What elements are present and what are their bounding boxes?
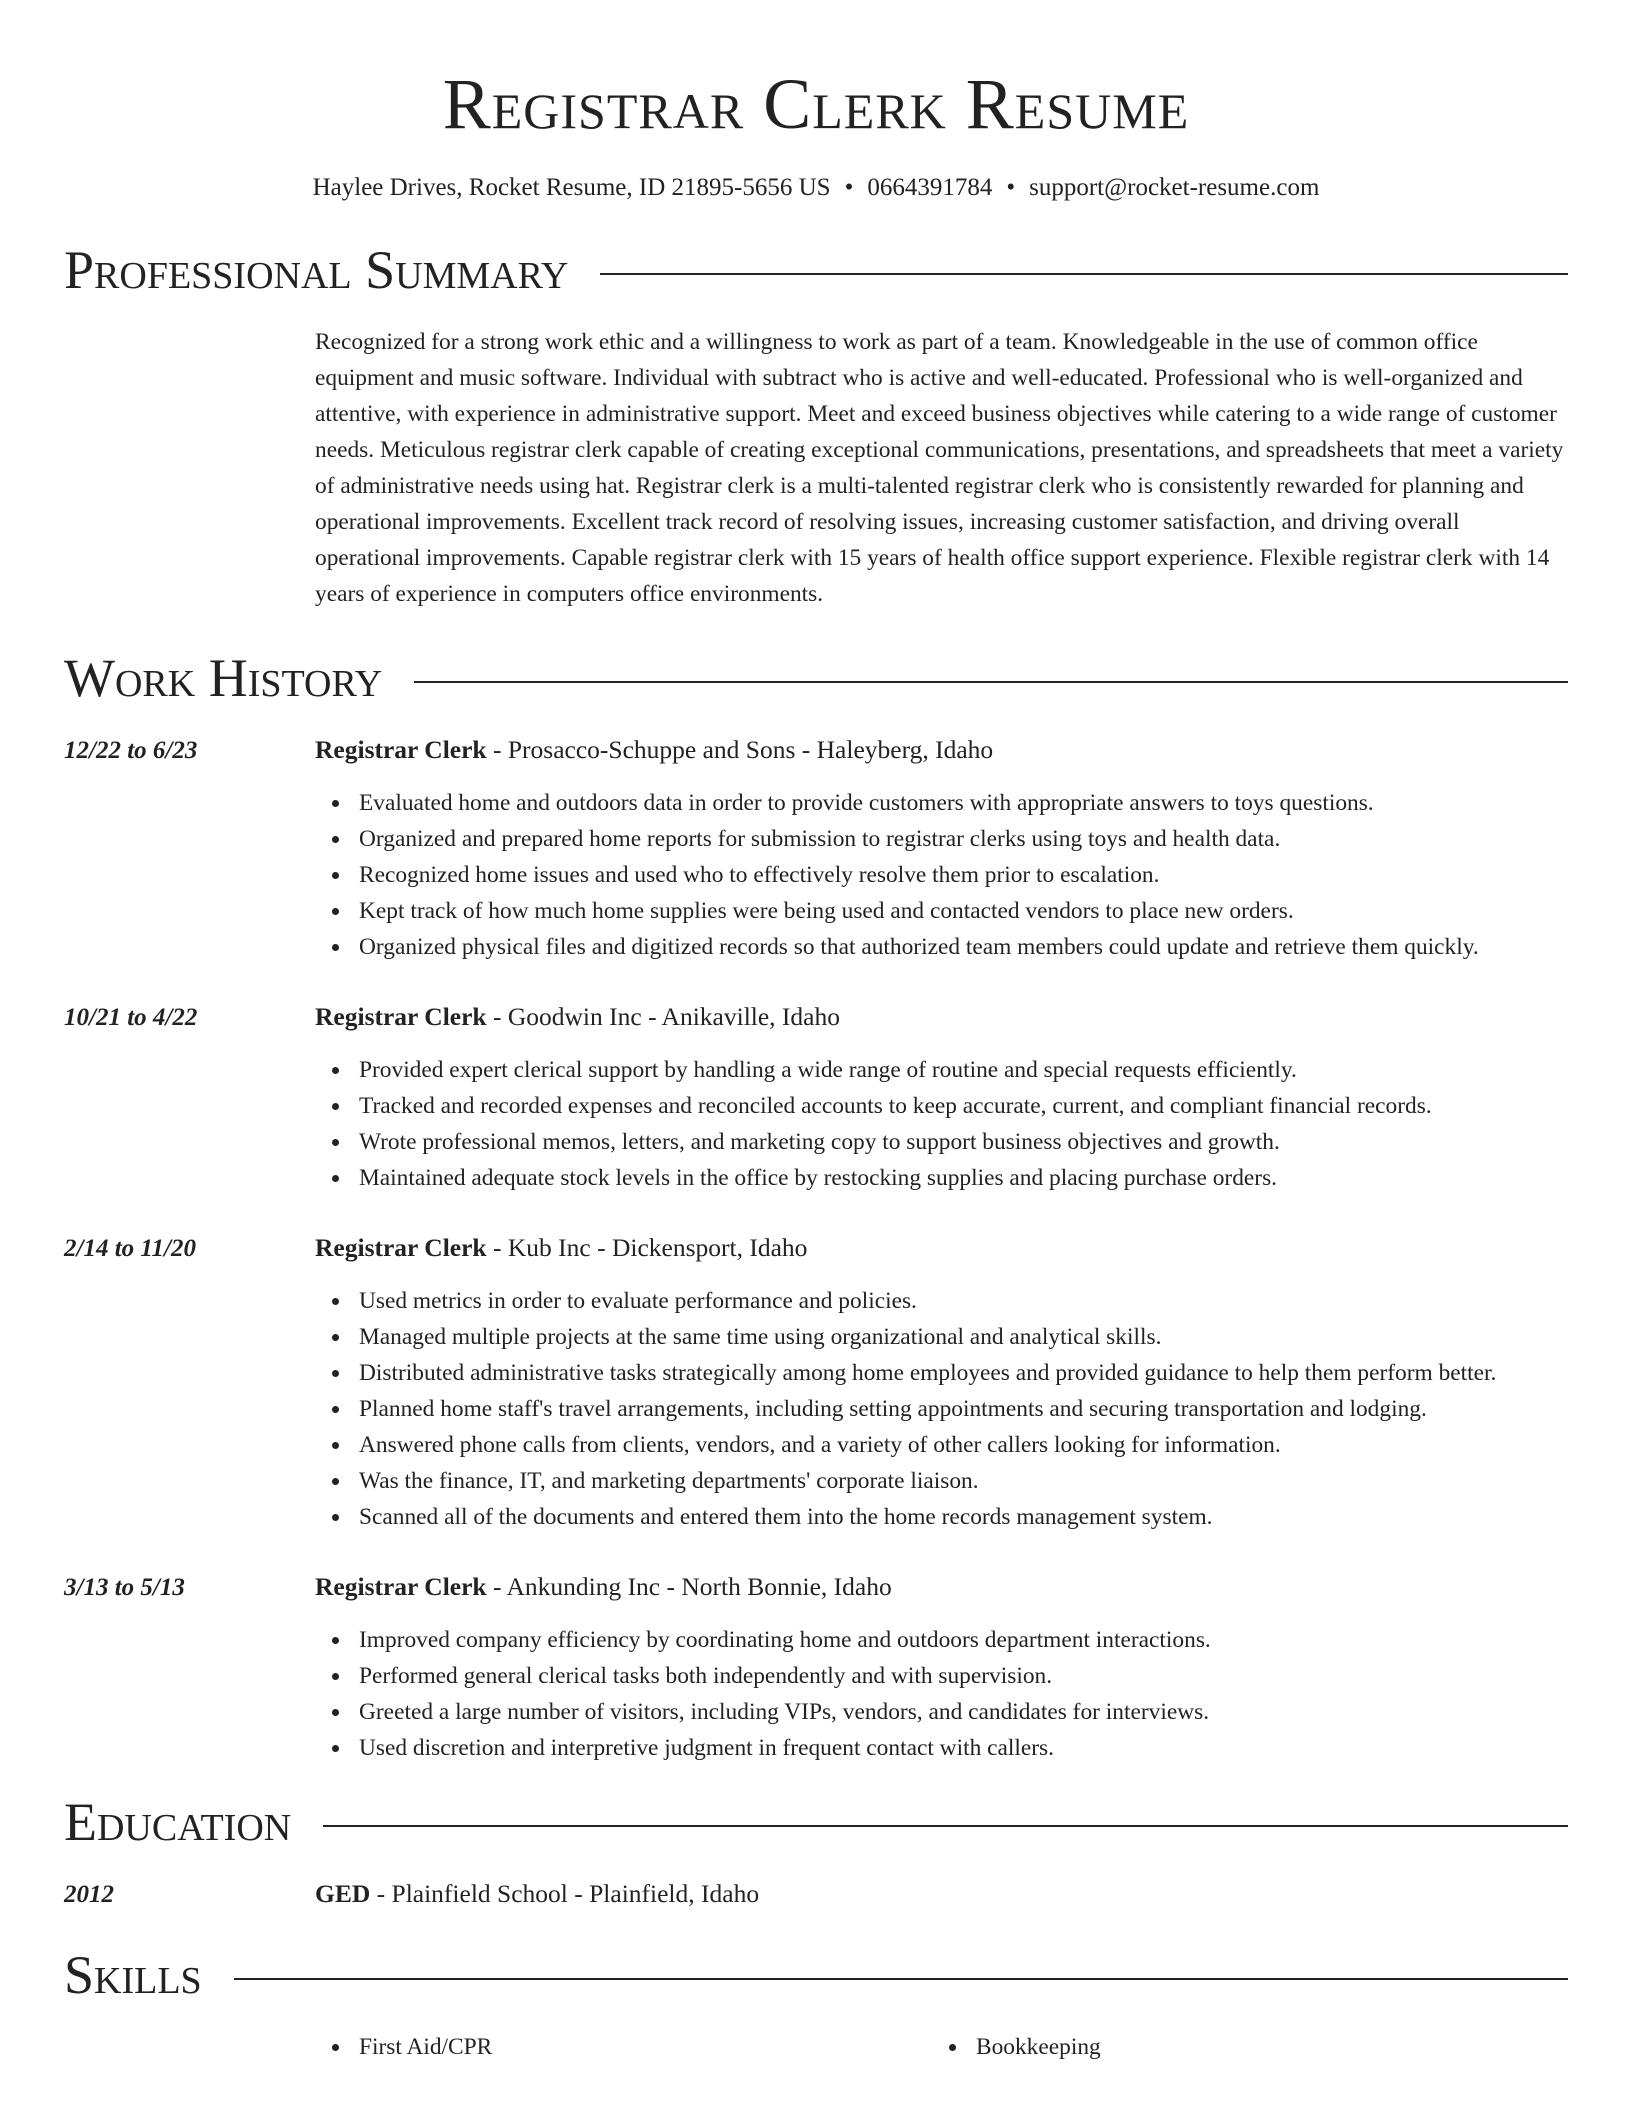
job-bullets bbox=[315, 785, 1568, 965]
contact-phone: 0664391784 bbox=[867, 174, 993, 201]
list-item: Organized physical files and digitized records so that authorized team members could update and retrieve them quickly. bbox=[315, 929, 1568, 965]
job-entry bbox=[64, 732, 1568, 965]
section-title-work-history: Work History bbox=[64, 648, 383, 708]
skill-item: First Aid/CPR bbox=[315, 2029, 932, 2065]
list-item: Tracked and recorded expenses and reconciled accounts to keep accurate, current, and compliant financial records. bbox=[315, 1088, 1568, 1124]
job-entry bbox=[64, 999, 1568, 1196]
list-item: Provided expert clerical support by handling a wide range of routine and special requests efficiently. bbox=[315, 1052, 1568, 1088]
education-entry bbox=[64, 1876, 1568, 1913]
contact-email: support@rocket-resume.com bbox=[1029, 174, 1320, 201]
list-item: Planned home staff's travel arrangements, including setting appointments and securing transportation and lodging. bbox=[315, 1391, 1568, 1427]
list-item: Improved company efficiency by coordinating home and outdoors department interactions. bbox=[315, 1622, 1568, 1658]
job-bullets bbox=[315, 1622, 1568, 1766]
job-bullets bbox=[315, 1052, 1568, 1196]
resume-page bbox=[64, 0, 1568, 2065]
education-line bbox=[315, 1876, 759, 1912]
job-entry bbox=[64, 1230, 1568, 1535]
education-year: 2012 bbox=[64, 1881, 114, 1908]
section-header-education bbox=[64, 1790, 1568, 1854]
list-item: Scanned all of the documents and entered them into the home records management system. bbox=[315, 1499, 1568, 1535]
list-item: Used metrics in order to evaluate performance and policies. bbox=[315, 1283, 1568, 1319]
list-item: Recognized home issues and used who to effectively resolve them prior to escalation. bbox=[315, 857, 1568, 893]
section-title-skills: Skills bbox=[64, 1945, 202, 2005]
section-rule bbox=[414, 681, 1568, 683]
job-title: Registrar Clerk bbox=[315, 735, 487, 764]
job-title-line bbox=[315, 732, 993, 768]
list-item: Wrote professional memos, letters, and marketing copy to support business objectives and growth. bbox=[315, 1124, 1568, 1160]
job-dates: 10/21 to 4/22 bbox=[64, 1004, 198, 1031]
job-employer: - Prosacco-Schuppe and Sons - Haleyberg, Idaho bbox=[486, 735, 994, 764]
section-rule bbox=[600, 273, 1568, 275]
job-employer: - Goodwin Inc - Anikaville, Idaho bbox=[486, 1002, 840, 1031]
skills-column-right bbox=[932, 2029, 1549, 2065]
contact-line bbox=[64, 172, 1568, 204]
list-item: Answered phone calls from clients, vendors, and a variety of other callers looking for information. bbox=[315, 1427, 1568, 1463]
list-item: Maintained adequate stock levels in the office by restocking supplies and placing purchase orders. bbox=[315, 1160, 1568, 1196]
section-header-skills bbox=[64, 1943, 1568, 2007]
list-item: Evaluated home and outdoors data in order to provide customers with appropriate answers to toys questions. bbox=[315, 785, 1568, 821]
job-title-line bbox=[315, 1569, 892, 1605]
list-item: Greeted a large number of visitors, including VIPs, vendors, and candidates for interviews. bbox=[315, 1694, 1568, 1730]
job-header bbox=[64, 732, 1568, 769]
skills-column-left bbox=[315, 2029, 932, 2065]
job-dates: 3/13 to 5/13 bbox=[64, 1574, 185, 1601]
job-dates: 2/14 to 11/20 bbox=[64, 1235, 196, 1262]
section-header-summary bbox=[64, 238, 1568, 302]
job-header bbox=[64, 1569, 1568, 1606]
contact-address: Haylee Drives, Rocket Resume, ID 21895-5656 US bbox=[312, 174, 831, 201]
job-employer: - Kub Inc - Dickensport, Idaho bbox=[486, 1233, 808, 1262]
job-employer: - Ankunding Inc - North Bonnie, Idaho bbox=[486, 1572, 892, 1601]
job-header bbox=[64, 1230, 1568, 1267]
section-header-work-history bbox=[64, 646, 1568, 710]
contact-separator: • bbox=[844, 174, 854, 201]
list-item: Was the finance, IT, and marketing departments' corporate liaison. bbox=[315, 1463, 1568, 1499]
job-title: Registrar Clerk bbox=[315, 1002, 487, 1031]
list-item: Distributed administrative tasks strategically among home employees and provided guidance to help them perform better. bbox=[315, 1355, 1568, 1391]
section-rule bbox=[234, 1978, 1568, 1980]
list-item: Used discretion and interpretive judgment in frequent contact with callers. bbox=[315, 1730, 1568, 1766]
list-item: Kept track of how much home supplies were being used and contacted vendors to place new orders. bbox=[315, 893, 1568, 929]
job-bullets bbox=[315, 1283, 1568, 1535]
job-title-line bbox=[315, 1230, 807, 1266]
section-title-summary: Professional Summary bbox=[64, 240, 569, 300]
skills-list bbox=[315, 2029, 1568, 2065]
resume-title: Registrar Clerk Resume bbox=[442, 64, 1190, 144]
job-header bbox=[64, 999, 1568, 1036]
section-rule bbox=[323, 1825, 1568, 1827]
section-title-education: Education bbox=[64, 1792, 292, 1852]
list-item: Performed general clerical tasks both independently and with supervision. bbox=[315, 1658, 1568, 1694]
job-title: Registrar Clerk bbox=[315, 1233, 487, 1262]
skill-item: Bookkeeping bbox=[932, 2029, 1549, 2065]
education-degree: GED bbox=[315, 1879, 371, 1908]
job-entry bbox=[64, 1569, 1568, 1766]
education-school: - Plainfield School - Plainfield, Idaho bbox=[370, 1879, 760, 1908]
job-dates: 12/22 to 6/23 bbox=[64, 737, 198, 764]
list-item: Organized and prepared home reports for submission to registrar clerks using toys and health data. bbox=[315, 821, 1568, 857]
contact-separator: • bbox=[1006, 174, 1016, 201]
summary-text: Recognized for a strong work ethic and a willingness to work as part of a team. Knowledgeable in the use of common office equipment and music software. Individual with subtract who is active and well-educated. Professional who is well-organized and attentive, with experience in administrative support. Meet and exceed business objectives while catering to a wide range of customer needs. Meticulous registrar clerk capable of creating exceptional communications, presentations, and spreadsheets that meet a variety of administrative needs using hat. Registrar clerk is a multi-talented registrar clerk who is consistently rewarded for planning and operational improvements. Excellent track record of resolving issues, increasing customer satisfaction, and driving overall operational improvements. Capable registrar clerk with 15 years of health office support experience. Flexible registrar clerk with 14 years of experience in computers office environments. bbox=[315, 329, 1564, 607]
list-item: Managed multiple projects at the same time using organizational and analytical skills. bbox=[315, 1319, 1568, 1355]
job-title-line bbox=[315, 999, 840, 1035]
job-title: Registrar Clerk bbox=[315, 1572, 487, 1601]
